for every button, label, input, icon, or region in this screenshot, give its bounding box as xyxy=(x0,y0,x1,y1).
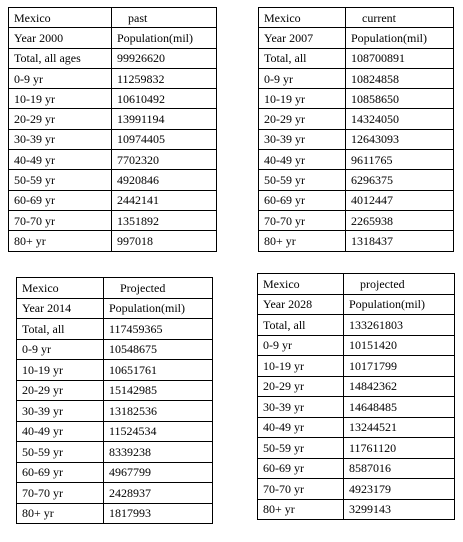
age-group-cell: 30-39 yr xyxy=(9,129,112,149)
population-table-2028 xyxy=(257,273,455,520)
table-subheader-row xyxy=(9,28,217,48)
table-subheader-row xyxy=(258,294,455,315)
country-cell: Mexico xyxy=(17,278,104,299)
table-header-row xyxy=(258,274,455,295)
population-value-cell: 1817993 xyxy=(104,503,213,524)
population-table-2000 xyxy=(8,7,217,252)
population-value-cell: 7702320 xyxy=(112,150,217,170)
population-value-cell: 9611765 xyxy=(346,150,454,170)
population-value-cell: 133261803 xyxy=(344,315,455,336)
age-group-cell: 20-29 yr xyxy=(17,380,104,401)
period-cell: Projected xyxy=(104,278,213,299)
table-row xyxy=(9,129,217,149)
age-group-cell: Total, all xyxy=(17,319,104,340)
age-group-cell: 0-9 yr xyxy=(259,68,346,88)
table-row xyxy=(259,150,454,170)
population-value-cell: 14324050 xyxy=(346,109,454,129)
table-row xyxy=(259,210,454,230)
age-group-cell: 30-39 yr xyxy=(258,397,344,418)
table-row xyxy=(17,360,213,381)
population-value-cell: 3299143 xyxy=(344,499,455,520)
population-value-cell: 8339238 xyxy=(104,442,213,463)
age-group-cell: 10-19 yr xyxy=(9,89,112,109)
population-value-cell: 10824858 xyxy=(346,68,454,88)
period-cell: current xyxy=(346,8,454,28)
age-group-cell: 60-69 yr xyxy=(9,190,112,210)
population-value-cell: 14648485 xyxy=(344,397,455,418)
age-group-cell: 20-29 yr xyxy=(9,109,112,129)
age-group-cell: 40-49 yr xyxy=(259,150,346,170)
population-value-cell: 11761120 xyxy=(344,438,455,459)
table-row xyxy=(17,421,213,442)
age-group-cell: 20-29 yr xyxy=(258,376,344,397)
age-group-cell: Total, all xyxy=(258,315,344,336)
table-row xyxy=(9,170,217,190)
population-value-cell: 10151420 xyxy=(344,335,455,356)
age-group-cell: 40-49 yr xyxy=(9,150,112,170)
population-value-cell: 8587016 xyxy=(344,458,455,479)
age-group-cell: 80+ yr xyxy=(258,499,344,520)
table-row xyxy=(17,339,213,360)
table-row xyxy=(258,397,455,418)
age-group-cell: 30-39 yr xyxy=(17,401,104,422)
population-value-cell: 15142985 xyxy=(104,380,213,401)
period-cell: past xyxy=(112,8,217,28)
table-row xyxy=(258,376,455,397)
population-value-cell: 1318437 xyxy=(346,231,454,251)
population-value-cell: 12643093 xyxy=(346,129,454,149)
country-cell: Mexico xyxy=(259,8,346,28)
age-group-cell: 50-59 yr xyxy=(9,170,112,190)
population-header-cell: Population(mil) xyxy=(112,28,217,48)
population-value-cell: 14842362 xyxy=(344,376,455,397)
table-header-row xyxy=(9,8,217,28)
table-row xyxy=(9,89,217,109)
table-row xyxy=(259,231,454,251)
age-group-cell: 80+ yr xyxy=(9,231,112,251)
population-value-cell: 10651761 xyxy=(104,360,213,381)
population-value-cell: 13991194 xyxy=(112,109,217,129)
table-row xyxy=(258,356,455,377)
population-value-cell: 4012447 xyxy=(346,190,454,210)
year-cell: Year 2007 xyxy=(259,28,346,48)
population-value-cell: 10610492 xyxy=(112,89,217,109)
age-group-cell: 50-59 yr xyxy=(259,170,346,190)
age-group-cell: 60-69 yr xyxy=(259,190,346,210)
table-row xyxy=(258,417,455,438)
table-row xyxy=(9,109,217,129)
population-value-cell: 11524534 xyxy=(104,421,213,442)
age-group-cell: 80+ yr xyxy=(259,231,346,251)
age-group-cell: 10-19 yr xyxy=(258,356,344,377)
table-row xyxy=(258,315,455,336)
table-row xyxy=(259,109,454,129)
table-row xyxy=(9,210,217,230)
population-value-cell: 10974405 xyxy=(112,129,217,149)
table-row xyxy=(259,170,454,190)
population-header-cell: Population(mil) xyxy=(344,294,455,315)
population-value-cell: 10548675 xyxy=(104,339,213,360)
table-row xyxy=(17,380,213,401)
table-row xyxy=(9,150,217,170)
age-group-cell: 40-49 yr xyxy=(258,417,344,438)
year-cell: Year 2028 xyxy=(258,294,344,315)
population-value-cell: 2265938 xyxy=(346,210,454,230)
population-header-cell: Population(mil) xyxy=(346,28,454,48)
population-value-cell: 13182536 xyxy=(104,401,213,422)
table-row xyxy=(17,503,213,524)
table-row xyxy=(259,190,454,210)
table-subheader-row xyxy=(17,298,213,319)
population-table-2014 xyxy=(16,277,213,524)
period-cell: projected xyxy=(344,274,455,295)
age-group-cell: 70-70 yr xyxy=(9,210,112,230)
country-cell: Mexico xyxy=(258,274,344,295)
table-row xyxy=(9,190,217,210)
table-row xyxy=(9,48,217,68)
population-value-cell: 117459365 xyxy=(104,319,213,340)
table-row xyxy=(258,499,455,520)
table-row xyxy=(259,68,454,88)
population-value-cell: 2428937 xyxy=(104,483,213,504)
table-row xyxy=(17,401,213,422)
age-group-cell: 70-70 yr xyxy=(258,479,344,500)
age-group-cell: 80+ yr xyxy=(17,503,104,524)
population-value-cell: 997018 xyxy=(112,231,217,251)
population-value-cell: 10858650 xyxy=(346,89,454,109)
age-group-cell: 0-9 yr xyxy=(17,339,104,360)
year-cell: Year 2014 xyxy=(17,298,104,319)
age-group-cell: 50-59 yr xyxy=(17,442,104,463)
age-group-cell: 70-70 yr xyxy=(17,483,104,504)
age-group-cell: 20-29 yr xyxy=(259,109,346,129)
age-group-cell: 10-19 yr xyxy=(259,89,346,109)
table-row xyxy=(17,319,213,340)
population-value-cell: 1351892 xyxy=(112,210,217,230)
population-value-cell: 2442141 xyxy=(112,190,217,210)
age-group-cell: 40-49 yr xyxy=(17,421,104,442)
table-header-row xyxy=(17,278,213,299)
population-value-cell: 4967799 xyxy=(104,462,213,483)
table-row xyxy=(258,458,455,479)
population-header-cell: Population(mil) xyxy=(104,298,213,319)
table-row xyxy=(259,89,454,109)
table-subheader-row xyxy=(259,28,454,48)
table-row xyxy=(17,462,213,483)
table-row xyxy=(258,438,455,459)
population-value-cell: 13244521 xyxy=(344,417,455,438)
table-row xyxy=(258,479,455,500)
table-row xyxy=(17,483,213,504)
age-group-cell: 30-39 yr xyxy=(259,129,346,149)
age-group-cell: 0-9 yr xyxy=(258,335,344,356)
population-value-cell: 108700891 xyxy=(346,48,454,68)
population-value-cell: 11259832 xyxy=(112,68,217,88)
country-cell: Mexico xyxy=(9,8,112,28)
age-group-cell: 60-69 yr xyxy=(258,458,344,479)
table-row xyxy=(9,231,217,251)
population-table-2007 xyxy=(258,7,454,252)
table-row xyxy=(17,442,213,463)
population-value-cell: 10171799 xyxy=(344,356,455,377)
table-row xyxy=(258,335,455,356)
year-cell: Year 2000 xyxy=(9,28,112,48)
age-group-cell: 60-69 yr xyxy=(17,462,104,483)
age-group-cell: Total, all xyxy=(259,48,346,68)
age-group-cell: 70-70 yr xyxy=(259,210,346,230)
age-group-cell: Total, all ages xyxy=(9,48,112,68)
age-group-cell: 50-59 yr xyxy=(258,438,344,459)
table-row xyxy=(9,68,217,88)
age-group-cell: 10-19 yr xyxy=(17,360,104,381)
table-row xyxy=(259,48,454,68)
population-value-cell: 4920846 xyxy=(112,170,217,190)
table-header-row xyxy=(259,8,454,28)
table-row xyxy=(259,129,454,149)
population-value-cell: 6296375 xyxy=(346,170,454,190)
population-value-cell: 4923179 xyxy=(344,479,455,500)
age-group-cell: 0-9 yr xyxy=(9,68,112,88)
population-value-cell: 99926620 xyxy=(112,48,217,68)
